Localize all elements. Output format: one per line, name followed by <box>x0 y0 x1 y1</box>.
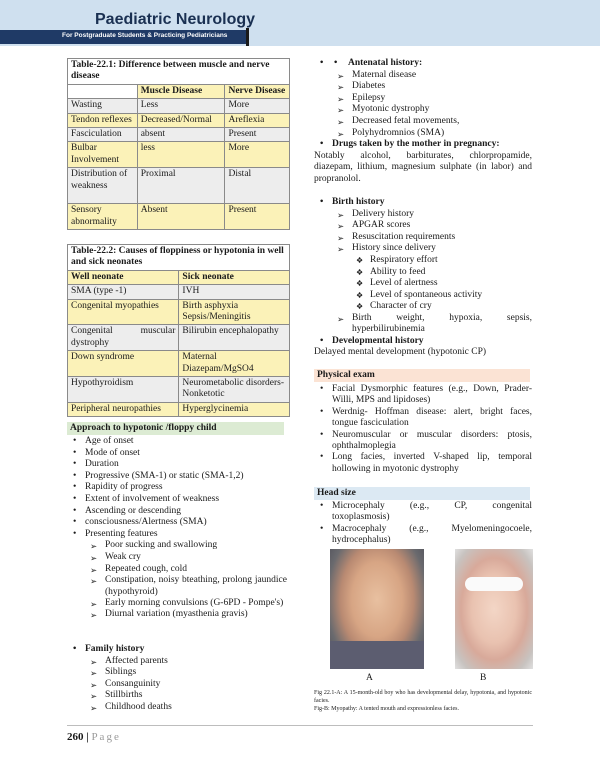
list-item: ❖ Level of spontaneous activity <box>314 290 532 302</box>
list-item: ➢ Repeated cough, cold <box>67 564 287 576</box>
table-row <box>68 351 290 377</box>
table-row <box>68 127 290 141</box>
table-header-sick: Sick neonate <box>179 270 290 284</box>
figure-caption <box>314 689 532 713</box>
table-cell: Maternal Diazepam/MgSO4 <box>179 351 290 377</box>
list-item: • Macrocephaly (e.g., Myelomeningocoele, hydrocephalus) <box>314 524 532 547</box>
table-row <box>68 325 290 351</box>
list-item: ➢ Childhood deaths <box>67 702 287 714</box>
book-subtitle: For Postgraduate Students & Practicing Pediatricians <box>62 32 228 39</box>
list-item: • Duration <box>67 459 287 471</box>
list-item: ❖ Ability to feed <box>314 267 532 279</box>
figure-caption-b: Fig-B: Myopathy: A tented mouth and expressionless facies. <box>314 706 459 713</box>
table-cell: Decreased/Normal <box>137 113 225 127</box>
list-item: ➢ Birth weight, hypoxia, sepsis, hyperbilirubinemia <box>314 313 532 336</box>
book-title: Paediatric Neurology <box>95 11 256 28</box>
list-item: • Werdnig- Hoffman disease: alert, bright faces, tongue fasciculation <box>314 407 532 430</box>
table-cell: Less <box>137 99 225 113</box>
table-cell: Bulbar Involvement <box>68 142 138 168</box>
list-item: ➢ Polyhydromnios (SMA) <box>314 128 532 140</box>
table-cell: Bilirubin encephalopathy <box>179 325 290 351</box>
list-item: ➢ Siblings <box>67 667 287 679</box>
list-item: • Extent of involvement of weakness <box>67 494 287 506</box>
list-item: ➢ Affected parents <box>67 656 287 668</box>
list-item: • Mode of onset <box>67 448 287 460</box>
list-item: ❖ Respiratory effort <box>314 255 532 267</box>
table-header-empty <box>68 84 138 98</box>
list-item: ➢ Stillbirths <box>67 690 287 702</box>
table-cell: Areflexia <box>225 113 290 127</box>
table-floppiness-causes <box>67 244 290 417</box>
table-cell: Fasciculation <box>68 127 138 141</box>
list-item: ➢ Poor sucking and swallowing <box>67 540 287 552</box>
list-item: • Ascending or descending <box>67 506 287 518</box>
table-cell: Hypothyroidism <box>68 376 179 402</box>
page-number: 260 <box>67 731 84 743</box>
table-header-row <box>68 84 290 98</box>
photo-shirt <box>330 641 424 669</box>
footer-page-word: Page <box>91 731 121 743</box>
table-header-nerve: Nerve Disease <box>225 84 290 98</box>
head-size-list <box>314 501 532 547</box>
table-cell: Present <box>225 204 290 230</box>
head-size-heading: Head size <box>314 487 530 500</box>
table-muscle-vs-nerve <box>67 58 290 230</box>
footer-divider <box>67 725 533 726</box>
table-cell: Wasting <box>68 99 138 113</box>
list-item: • Progressive (SMA-1) or static (SMA-1,2) <box>67 471 287 483</box>
table-caption: Table-22.1: Difference between muscle and nerve disease <box>68 59 290 85</box>
list-item: • Facial Dysmorphic features (e.g., Down, Prader- Willi, MPS and lipidoses) <box>314 384 532 407</box>
section-heading-text: Antenatal history: <box>348 58 423 68</box>
footer-separator: | <box>86 731 89 743</box>
page-header <box>0 0 600 46</box>
section-heading: • Developmental history <box>314 336 532 348</box>
list-item: • Presenting features <box>67 529 287 541</box>
list-item: ➢ Weak cry <box>67 552 287 564</box>
table-header-well: Well neonate <box>68 270 179 284</box>
table-cell: Tendon reflexes <box>68 113 138 127</box>
antenatal-history <box>314 58 532 185</box>
list-item: ➢ Diurnal variation (myasthenia gravis) <box>67 609 287 621</box>
table-row <box>68 285 290 299</box>
figure-label-b: B <box>480 673 487 683</box>
table-row <box>68 299 290 325</box>
list-item: ➢ Early morning convulsions (G-6PD - Pompe's) <box>67 598 287 609</box>
table-row <box>68 113 290 127</box>
table-row <box>68 402 290 416</box>
list-item: ➢ Maternal disease <box>314 70 532 82</box>
table-caption: Table-22.2: Causes of floppiness or hypotonia in well and sick neonates <box>68 245 290 271</box>
table-cell: Congenital myopathies <box>68 299 179 325</box>
bullet-icon: • • <box>334 58 338 68</box>
photo-headband <box>465 577 523 591</box>
section-heading: • Drugs taken by the mother in pregnancy: <box>314 139 532 151</box>
list-item: ❖ Level of alertness <box>314 278 532 290</box>
list-item: ➢ Delivery history <box>314 209 532 221</box>
page-footer <box>67 731 121 744</box>
section-heading: • Birth history <box>314 197 532 209</box>
table-cell: Congenital muscular dystrophy <box>68 325 179 351</box>
list-item: • Microcephaly (e.g., CP, congenital toxoplasmosis) <box>314 501 532 524</box>
header-divider <box>246 28 249 46</box>
list-item: ➢ APGAR scores <box>314 220 532 232</box>
list-item: • consciousness/Alertness (SMA) <box>67 517 287 529</box>
section-heading <box>314 58 532 70</box>
physical-exam-list <box>314 384 532 475</box>
list-item: ➢ History since delivery <box>314 243 532 255</box>
table-row <box>68 204 290 230</box>
paragraph: Notably alcohol, barbiturates, chlorpropamide, diazepam, lithium, magnesium sulphate (in labor) and propranolol. <box>314 150 532 184</box>
table-row <box>68 168 290 204</box>
figure-caption-a: Fig 22.1-A: A 15-month-old boy who has developmental delay, hypotonia, and hypotonic facies. <box>314 690 532 705</box>
table-cell: Down syndrome <box>68 351 179 377</box>
physical-exam-heading: Physical exam <box>314 369 530 382</box>
table-caption-row <box>68 59 290 85</box>
table-cell: IVH <box>179 285 290 299</box>
table-cell: Sensory abnormality <box>68 204 138 230</box>
list-item: • Neuromuscular or muscular disorders: ptosis, ophthalmoplegia <box>314 430 532 453</box>
table-cell: Absent <box>137 204 225 230</box>
list-item: ➢ Resuscitation requirements <box>314 232 532 244</box>
table-header-row <box>68 270 290 284</box>
table-cell: Distal <box>225 168 290 204</box>
table-cell: Hyperglycinemia <box>179 402 290 416</box>
photo-girl-myopathy <box>455 549 533 669</box>
table-cell: SMA (type -1) <box>68 285 179 299</box>
table-cell: absent <box>137 127 225 141</box>
list-item: • Long facies, inverted V-shaped lip, temporal hollowing in myotonic dystrophy <box>314 452 532 475</box>
list-item: • Age of onset <box>67 436 287 448</box>
table-cell: Neurometabolic disorders-Nonketotic <box>179 376 290 402</box>
table-header-muscle: Muscle Disease <box>137 84 225 98</box>
approach-list <box>67 436 287 621</box>
list-item: ➢ Constipation, noisy bteathing, prolong jaundice (hypothyroid) <box>67 575 287 598</box>
approach-heading: Approach to hypotonic /floppy child <box>67 422 284 435</box>
section-heading: • Family history <box>67 644 287 656</box>
list-item: ➢ Decreased fetal movements, <box>314 116 532 128</box>
table-cell: Birth asphyxia Sepsis/Meningitis <box>179 299 290 325</box>
birth-history <box>314 197 532 359</box>
table-caption-row <box>68 245 290 271</box>
paragraph: Delayed mental development (hypotonic CP) <box>314 347 487 358</box>
list-item: ➢ Diabetes <box>314 81 532 93</box>
table-cell: More <box>225 142 290 168</box>
figure-label-a: A <box>366 673 373 683</box>
table-cell: Present <box>225 127 290 141</box>
list-item: ➢ Myotonic dystrophy <box>314 104 532 116</box>
photo-boy-hypotonic <box>330 549 424 669</box>
table-cell: Proximal <box>137 168 225 204</box>
list-item: • Rapidity of progress <box>67 482 287 494</box>
table-row <box>68 376 290 402</box>
list-item: ➢ Epilepsy <box>314 93 532 105</box>
table-row <box>68 142 290 168</box>
table-cell: More <box>225 99 290 113</box>
list-item: ➢ Consanguinity <box>67 679 287 691</box>
table-cell: Peripheral neuropathies <box>68 402 179 416</box>
table-row <box>68 99 290 113</box>
family-history <box>67 644 287 714</box>
table-cell: Distribution of weakness <box>68 168 138 204</box>
table-cell: less <box>137 142 225 168</box>
list-item: ❖ Character of cry <box>314 301 532 313</box>
